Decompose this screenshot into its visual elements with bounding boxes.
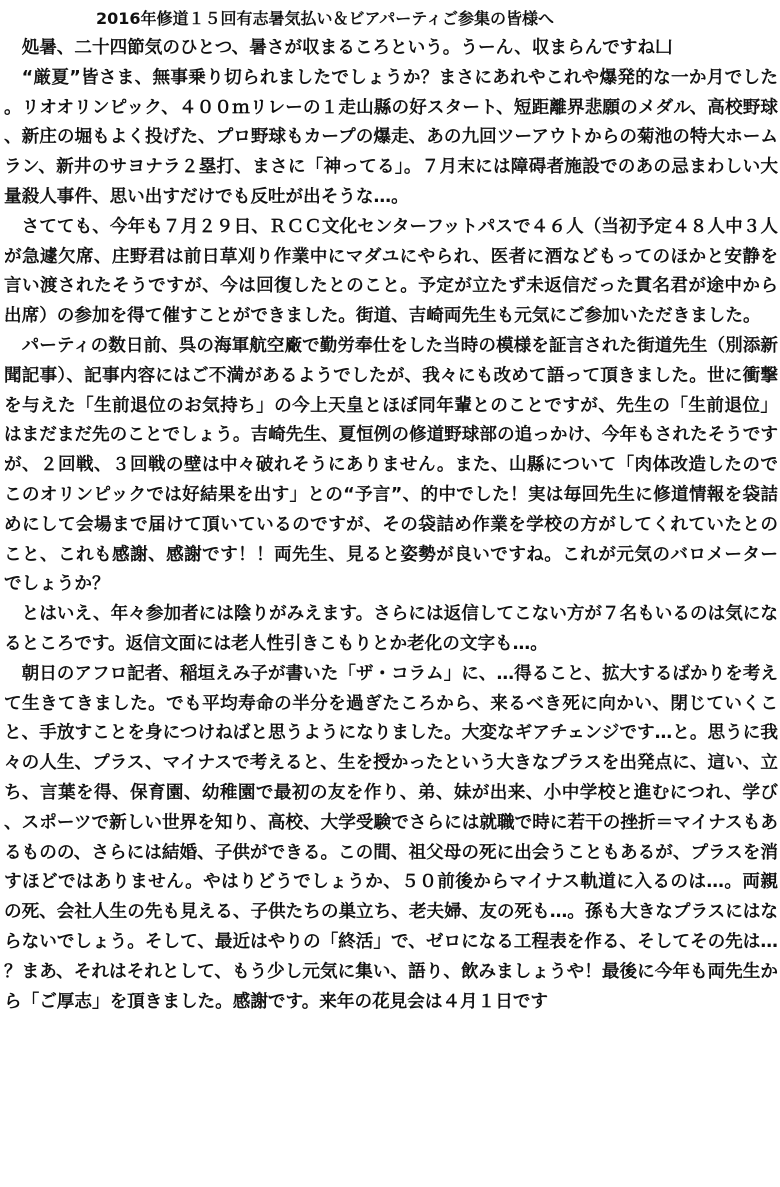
paragraph-3: さてても、今年も７月２９日、ＲＣＣ文化センターフットパスで４６人（当初予定４８人中３人が急遽欠席、庄野君は前日草刈り作業中にマダユにやられ、医者に酒などもってのほかと安静を言い渡されたそうですが、今は回復したとのこと。予定が立たず未返信だった貫名君が途中から出席）の参加を得て催すことができました。街道、吉崎両先生も元気にご参加いただきました。	[4, 216, 778, 327]
paragraph-2: “厳夏”皆さま、無事乗り切られましたでしょうか？まさにあれやこれや爆発的な一か月でした。リオオリンピック、４００ｍリレーの１走山縣の好スタート、短距離界悲願のメダル、高校野球、新庄の堀もよく投げた、プロ野球もカープの爆走、あの九回ツーアウトからの菊池の特大ホームラン、新井のサヨナラ２塁打、まさに「神ってる」。７月末には障碍者施設でのあの忌まわしい大量殺人事件、思い出すだけでも反吐が出そうな…。	[4, 67, 778, 207]
paragraph-6: 朝日のアフロ記者、稲垣えみ子が書いた「ザ・コラム」に、…得ること、拡大するばかりを考えて生きてきました。でも平均寿命の半分を過ぎたころから、来るべき死に向かい、閉じていくこと、手放すことを身につけねばと思うようになりました。大変なギアチェンジです…と。思うに我々の人生、プラス、マイナスで考えると、生を授かったという大きなプラスを出発点に、這い、立ち、言葉を得、保育園、幼稚園で最初の友を作り、弟、妹が出来、小中学校と進むにつれ、学び、スポーツで新しい世界を知り、高校、大学受験でさらには就職で時に若干の挫折＝マイナスもあるものの、さらには結婚、子供ができる。この間、祖父母の死に出会うこともあるが、プラスを消すほどではありません。やはりどうでしょうか、５０前後からマイナス軌道に入るのは…。両親の死、会社人生の先も見える、子供たちの巣立ち、老夫婦、友の死も…。孫も大きなプラスにはならないでしょう。そして、最近はやりの「終活」で、ゼロになる工程表を作る、そしてその先は…？まあ、それはそれとして、もう少し元気に集い、語り、飲みましょうや！最後に今年も両先生から「ご厚志」を頂きました。感謝です。来年の花見会は４月１日です	[4, 663, 778, 1012]
paragraph-4: パーティの数日前、呉の海軍航空廠で勤労奉仕をした当時の模様を証言された街道先生（別添新聞記事）、記事内容にはご不満があるようでしたが、我々にも改めて語って頂きました。世に衝撃を与えた「生前退位のお気持ち」の今上天皇とほぼ同年輩とのことですが、先生の「生前退位」はまだまだ先のことでしょう。吉崎先生、夏恒例の修道野球部の追っかけ、今年もされたそうですが、２回戦、３回戦の壁は中々破れそうにありません。また、山縣について「肉体改造したのでこのオリンピックでは好結果を出す」との“予言”、的中でした！実は毎回先生に修道情報を袋詰めにして会場まで届けて頂いているのですが、その袋詰め作業を学校の方がしてくれていたとのこと、これも感謝、感謝です！！両先生、見ると姿勢が良いですね。これが元気のバロメーターでしょうか？	[4, 335, 778, 595]
letter-title: 2016年修道１５回有志暑気払い＆ビアパーティご参集の皆様へ	[96, 9, 554, 28]
paragraph-1: 処暑、二十四節気のひとつ、暑さが収まるころという。うーん、収まらんですね凵	[21, 38, 673, 58]
paragraph-5: とはいえ、年々参加者には陰りがみえます。さらには返信してこない方が７名もいるのは気になるところです。返信文面には老人性引きこもりとか老化の文字も…。	[4, 604, 778, 654]
